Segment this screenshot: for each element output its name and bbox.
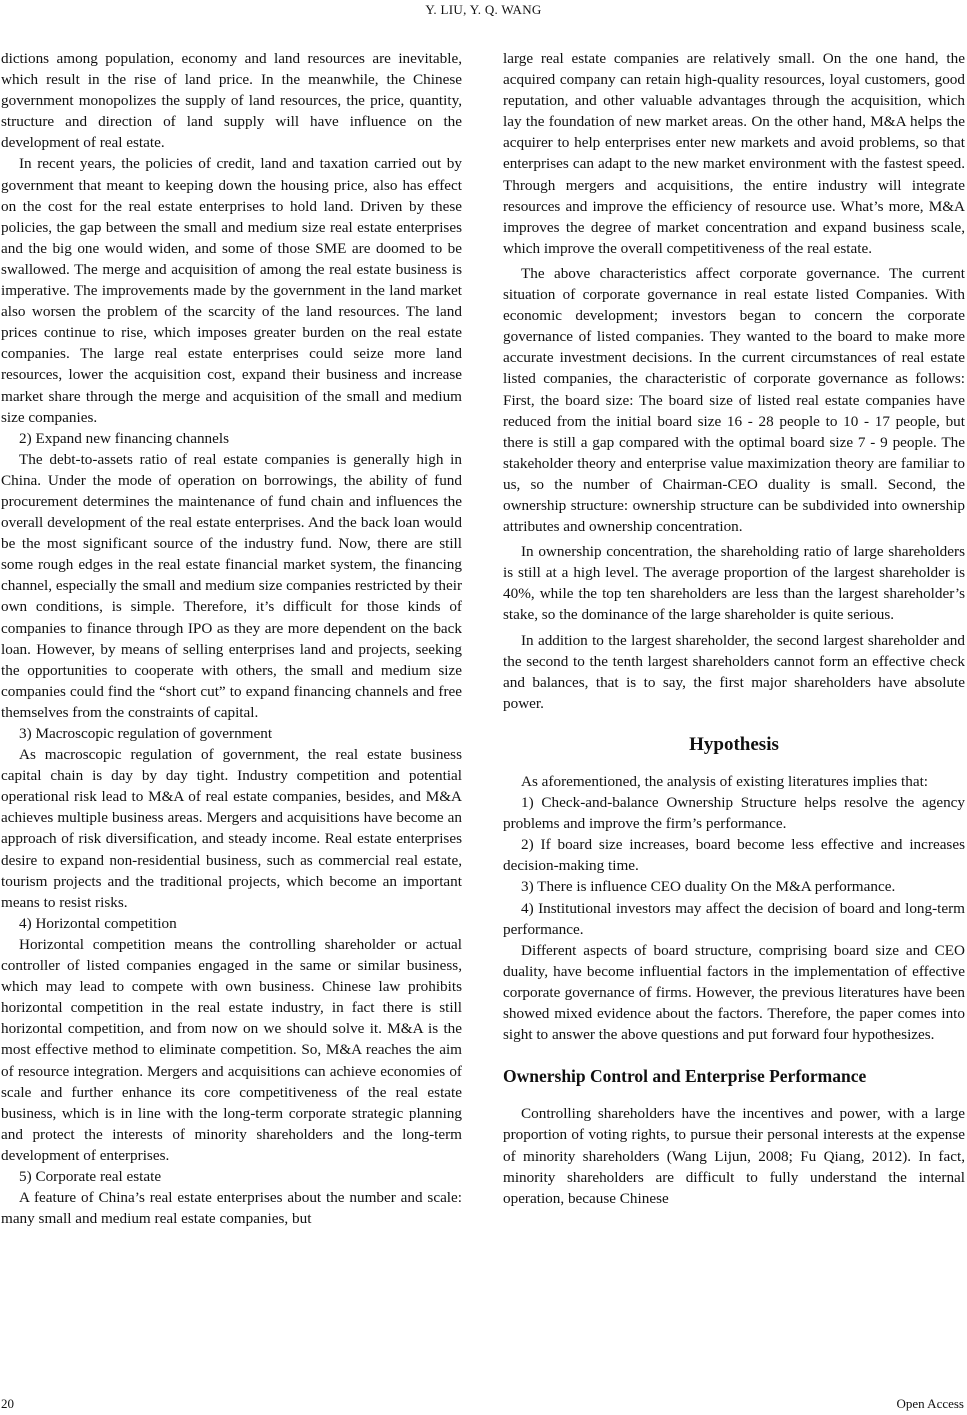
hypothesis-item: 2) If board size increases, board become less effective and increases decision-making time. xyxy=(503,836,965,875)
list-item-heading: 2) Expand new financing channels xyxy=(19,429,230,447)
paragraph: A feature of China’s real estate enterprises about the number and scale: many small and medium real estate companies, but xyxy=(1,1189,462,1228)
paragraph: As aforementioned, the analysis of existing literatures implies that: xyxy=(521,773,929,790)
list-item-heading: 3) Macroscopic regulation of government xyxy=(19,725,273,742)
publisher-label: Open Access xyxy=(896,1396,964,1411)
paragraph: Horizontal competition means the controlling shareholder or actual controller of listed companies engaged in the same or similar business, which may lead to compete with own business. Chinese law prohibits horizontal competition in the real estate industry, in fact there is still horizontal competition, and from now on we should solve it. M&A is the most effective method to eliminate competition. So, M&A reaches the aim of resource integration. Mergers and acquisitions can achieve economies of scale and further enhance its core competitiveness of the real estate business, which is in line with the long-term corporate strategic planning and protect the interests of minority shareholders and the long-term development of enterprises. xyxy=(1,935,462,1164)
paragraph: Different aspects of board structure, comprising board size and CEO duality, have become influential factors in the implementation of effective corporate governance of firms. However, the previous literatures have been showed mixed evidence about the factors. Therefore, the paper comes into sight to answer the above questions and put forward four hypothesizes. xyxy=(503,941,965,1044)
hypothesis-item: 4) Institutional investors may affect the decision of board and long-term performance. xyxy=(503,899,965,938)
page-number: 20 xyxy=(1,1396,14,1411)
paragraph: The above characteristics affect corporate governance. The current situation of corporate governance in real estate listed Companies. With economic development; investors began to concern the corporate governance of listed companies. They wanted to the board to make more accurate investment decisions. In the current circumstances of real estate listed companies, the characteristic of corporate governance as follows: First, the board size: The board size of listed real estate companies have reduced from the initial board size 16 - 28 people to 10 - 17 people, but there is still a gap compared with the optimal board size 7 - 9 people. The stakeholder theory and enterprise value maximization theory are familiar to us, so the number of Chairman-CEO duality is small. Second, the ownership structure: ownership structure can be subdivided into ownership attributes and ownership concentration. xyxy=(503,264,965,536)
hypothesis-item: 3) There is influence CEO duality On the M&A performance. xyxy=(521,878,896,896)
right-column xyxy=(503,48,965,1209)
paragraph: large real estate companies are relatively small. On the one hand, the acquired company can retain high-quality resources, loyal customers, good reputation, and other valuable advantages through the acquisition, which lay the foundation of new market areas. On the other hand, M&A helps the acquirer to help enterprises enter new markets and avoid problems, so that enterprises can adapt to the new market environment with the fastest speed. Through mergers and acquisitions, the entire industry will integrate resources and improve the efficiency of resource use. What’s more, M&A improves the degree of market concentration and expand business scale, which improve the overall competitiveness of the real estate. xyxy=(503,50,965,257)
list-item-heading: 4) Horizontal competition xyxy=(19,914,177,932)
paragraph: The debt-to-assets ratio of real estate companies is generally high in China. Under the mode of operation on borrowings, the ability of fund procurement determines the maintenance of fund chain and influences the overall development of the real estate enterprises. And the back loan would be the most significant source of the industry fund. Now, there are still some rough edges in the real estate financial market system, the financing channel, especially the small and medium size companies restricted by their own conditions, is simple. Therefore, it’s difficult for those kinds of companies to finance through IPO as they are more dependent on the back loan. However, by means of selling enterprises land and projects, seeking the opportunities to cooperate with others, the small and medium size companies could find the “short cut” to expand financing channels and free themselves from the constraints of capital. xyxy=(1,450,462,721)
paragraph: In ownership concentration, the shareholding ratio of large shareholders is still at a high level. The average proportion of the largest shareholder is 40%, while the top ten shareholders are less than the largest shareholder’s stake, so the dominance of the large shareholder is quite serious. xyxy=(503,543,965,624)
left-column xyxy=(1,48,462,1229)
paragraph: As macroscopic regulation of government, the real estate business capital chain is day by day tight. Industry competition and potential operational risk lead to M&A of real estate companies, besides, and M&A achieves multiple business areas. Mergers and acquisitions have become an approach of risk diversification, and steady income. Real estate enterprises desire to expand non-residential business, such as commercial real estate, tourism projects and the traditional projects, which become an important means to resist risks. xyxy=(1,746,462,911)
section-heading-ownership: Ownership Control and Enterprise Performance xyxy=(503,1066,867,1087)
paragraph: Controlling shareholders have the incentives and power, with a large proportion of voting rights, to pursue their personal interests at the expense of minority shareholders (Wang Lijun, 2008; Fu Qiang, 2012). In fact, minority shareholders are difficult to fully understand the internal operation, because Chinese xyxy=(503,1105,965,1207)
list-item-heading: 5) Corporate real estate xyxy=(19,1167,162,1185)
running-head: Y. LIU, Y. Q. WANG xyxy=(425,2,542,17)
section-heading-hypothesis: Hypothesis xyxy=(689,733,779,755)
paragraph: In addition to the largest shareholder, the second largest shareholder and the second to the tenth largest shareholders cannot form an effective check and balances, that is to say, the first major shareholders have absolute power. xyxy=(503,631,965,712)
paragraph: In recent years, the policies of credit, land and taxation carried out by government that meant to keeping down the housing price, also has effect on the cost for the real estate enterprises to hold land. Driven by these policies, the gap between the small and medium size real estate enterprises and the big one would widen, and some of those SME are doomed to be swallowed. The merge and acquisition of among the real estate business is imperative. The improvements made by the government in the land market also worsen the problem of the scarcity of the land resources. The land prices continue to rise, which imposes greater burden on the real estate companies. The large real estate enterprises could seize more land resources, lower the acquisition cost, expand their business and increase market share through the merge and acquisition of the small and medium size companies. xyxy=(1,155,462,426)
hypothesis-item: 1) Check-and-balance Ownership Structure helps resolve the agency problems and improve the firm’s performance. xyxy=(503,794,965,833)
paragraph: dictions among population, economy and land resources are inevitable, which result in the rise of land price. In the meanwhile, the Chinese government monopolizes the supply of land resources, the price, quantity, structure and direction of land supply will have influence on the development of real estate. xyxy=(1,50,462,152)
